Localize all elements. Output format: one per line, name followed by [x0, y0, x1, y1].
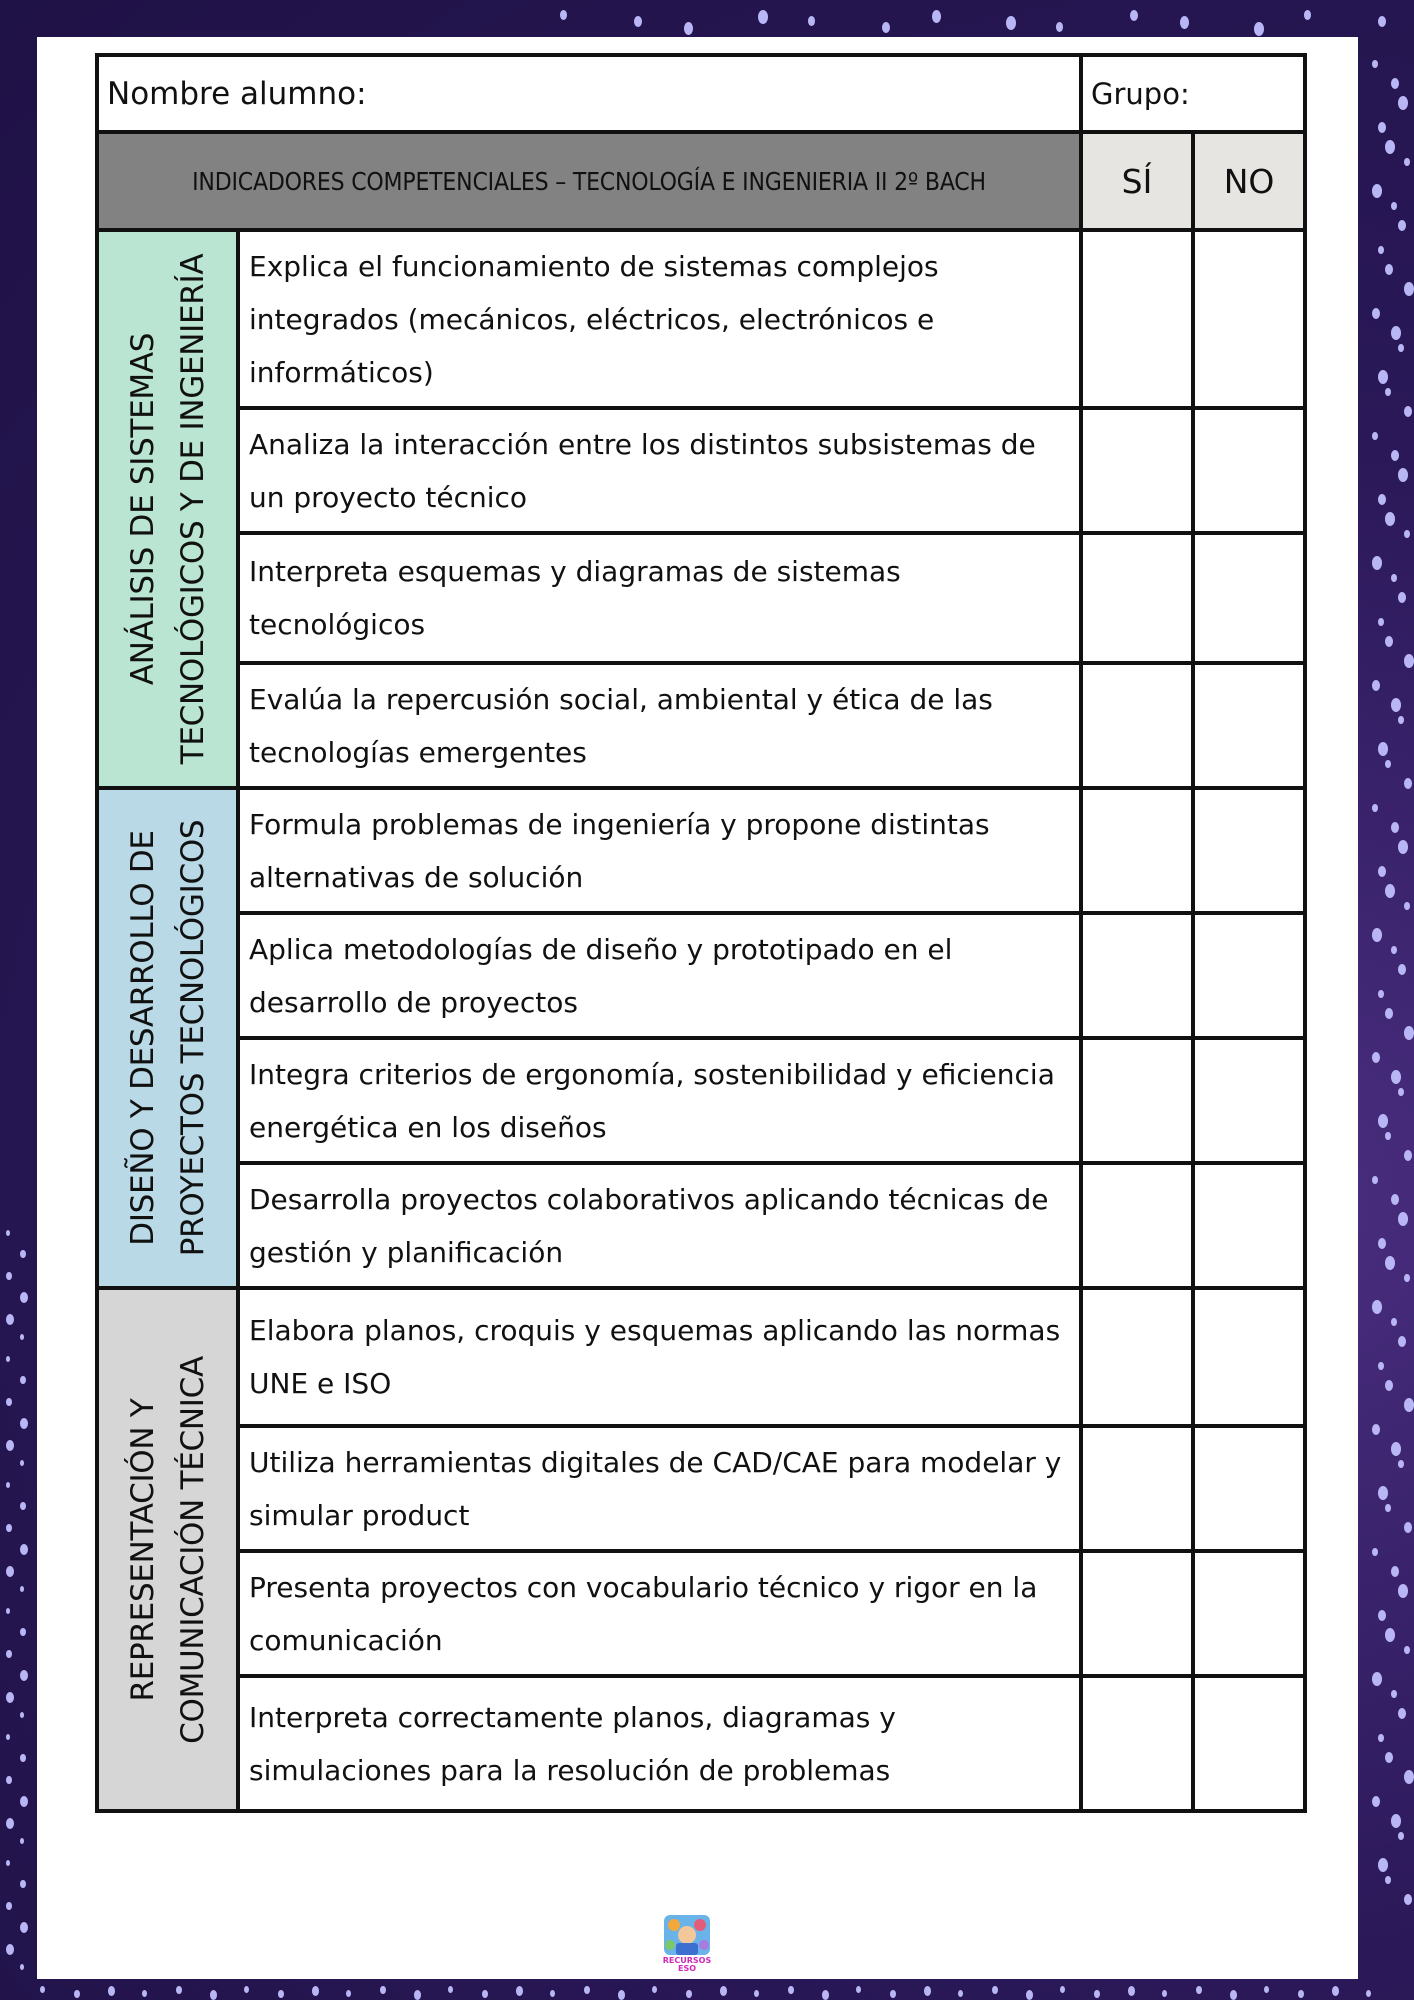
yes-checkbox-cell[interactable] [1081, 788, 1193, 913]
decorative-dot [1404, 1646, 1410, 1654]
decorative-dot [1056, 22, 1063, 32]
decorative-dot [20, 1502, 26, 1510]
decorative-dot [1372, 1796, 1380, 1807]
decorative-dot [1385, 264, 1393, 275]
yes-checkbox-cell[interactable] [1081, 663, 1193, 788]
no-checkbox-cell[interactable] [1193, 1676, 1305, 1811]
category-label [118, 254, 218, 765]
decorative-dot [1385, 512, 1395, 526]
decorative-dot [1378, 1114, 1388, 1128]
group-label: Grupo: [1091, 76, 1190, 111]
decorative-dot [618, 1990, 625, 2000]
indicator-row [97, 913, 1305, 1038]
decorative-dot [20, 1586, 24, 1592]
decorative-dot [1385, 140, 1395, 154]
decorative-dot [1385, 1628, 1395, 1642]
decorative-dot [1378, 618, 1384, 626]
category-cell [97, 788, 238, 1288]
indicator-text: Utiliza herramientas digitales de CAD/CAE para modelar y simular product [238, 1426, 1081, 1551]
decorative-dot [6, 1944, 14, 1955]
indicator-text: Analiza la interacción entre los distintos subsistemas de un proyecto técnico [238, 408, 1081, 533]
decorative-dot [720, 1986, 727, 1996]
decorative-dot [1398, 964, 1406, 975]
decorative-dot [1378, 1858, 1388, 1872]
decorative-dot [1404, 902, 1410, 910]
decorative-dot [20, 1334, 24, 1340]
decorative-dot [882, 22, 890, 33]
yes-checkbox-cell[interactable] [1081, 1163, 1193, 1288]
decorative-dot [20, 1838, 24, 1844]
decorative-dot [822, 1990, 829, 2000]
yes-checkbox-cell[interactable] [1081, 913, 1193, 1038]
decorative-dot [6, 1608, 10, 1614]
decorative-dot [1230, 1990, 1237, 2000]
indicator-row [97, 1038, 1305, 1163]
decorative-dot [1264, 1986, 1269, 1993]
student-row [97, 55, 1305, 132]
recursos-eso-logo [660, 1913, 714, 1975]
decorative-dot [1378, 1610, 1386, 1621]
indicator-row [97, 408, 1305, 533]
indicator-row [97, 1288, 1305, 1426]
decorative-dot [1391, 78, 1399, 89]
no-checkbox-cell[interactable] [1193, 913, 1305, 1038]
decorative-dot [20, 1460, 24, 1466]
decorative-dot [1391, 326, 1401, 340]
decorative-dot [1372, 556, 1382, 570]
category-label-line2: TECNOLÓGICOS Y DE INGENIERÍA [174, 253, 211, 765]
decorative-dot [1391, 1566, 1399, 1577]
student-name-label: Nombre alumno: [107, 75, 367, 112]
decorative-dot [6, 1902, 12, 1910]
decorative-dot [1398, 1088, 1404, 1096]
decorative-dot [1128, 1986, 1135, 1996]
decorative-dot [40, 1986, 45, 1993]
decorative-dot [1372, 804, 1378, 812]
yes-checkbox-cell[interactable] [1081, 1288, 1193, 1426]
decorative-dot [1391, 946, 1397, 954]
yes-checkbox-cell[interactable] [1081, 408, 1193, 533]
decorative-dot [448, 1986, 453, 1993]
decorative-dot [1006, 16, 1016, 30]
decorative-dot [992, 1986, 998, 1994]
decorative-dot [1130, 10, 1138, 21]
decorative-dot [6, 1734, 10, 1740]
decorative-dot [1404, 1894, 1412, 1905]
decorative-dot [6, 1398, 12, 1406]
decorative-dot [788, 1986, 794, 1994]
decorative-dot [1385, 1380, 1393, 1391]
decorative-dot [1372, 1176, 1378, 1184]
no-checkbox-cell[interactable] [1193, 1288, 1305, 1426]
indicator-row [97, 1426, 1305, 1551]
yes-checkbox-cell[interactable] [1081, 230, 1193, 408]
no-checkbox-cell[interactable] [1193, 1038, 1305, 1163]
decorative-dot [1398, 96, 1408, 110]
decorative-dot [1378, 1362, 1384, 1370]
decorative-dot [1391, 1442, 1401, 1456]
no-checkbox-cell[interactable] [1193, 1163, 1305, 1288]
decorative-dot [1398, 716, 1404, 724]
decorative-dot [1196, 1986, 1202, 1994]
decorative-dot [6, 1776, 12, 1784]
indicator-text: Interpreta esquemas y diagramas de sistemas tecnológicos [238, 533, 1081, 663]
decorative-dot [1391, 202, 1397, 210]
decorative-dot [1398, 344, 1404, 352]
decorative-dot [20, 1670, 28, 1681]
decorative-dot [1254, 22, 1264, 36]
decorative-dot [6, 1818, 14, 1829]
decorative-dot [6, 1314, 14, 1325]
decorative-dot [1372, 680, 1380, 691]
yes-checkbox-cell[interactable] [1081, 533, 1193, 663]
logo-text-line1: RECURSOS [662, 1956, 712, 1965]
decorative-dot [20, 1922, 28, 1933]
decorative-dot [1404, 654, 1414, 668]
decorative-dot [1378, 122, 1386, 133]
decorative-dot [1391, 1318, 1397, 1326]
category-label-line1: REPRESENTACIÓN Y [124, 1398, 161, 1701]
decorative-dot [20, 1292, 28, 1303]
decorative-dot [6, 1650, 12, 1658]
indicator-text: Integra criterios de ergonomía, sostenibilidad y eficiencia energética en los diseños [238, 1038, 1081, 1163]
decorative-dot [346, 1990, 351, 1997]
decorative-dot [1404, 406, 1412, 417]
indicator-row [97, 1163, 1305, 1288]
category-label-line1: ANÁLISIS DE SISTEMAS [124, 332, 161, 686]
decorative-dot [20, 1544, 28, 1555]
decorative-dot [1398, 1212, 1408, 1226]
decorative-dot [1372, 928, 1382, 942]
decorative-dot [482, 1990, 488, 1998]
decorative-dot [142, 1990, 147, 1997]
decorative-dot [1385, 760, 1391, 768]
yes-column-header: SÍ [1081, 132, 1193, 230]
decorative-dot [20, 1418, 28, 1429]
decorative-dot [924, 1986, 931, 1996]
yes-checkbox-cell[interactable] [1081, 1676, 1193, 1811]
decorative-dot [1398, 220, 1406, 231]
logo-text-line2: ESO [677, 1964, 697, 1973]
decorative-dot [414, 1990, 421, 2000]
indicator-row [97, 533, 1305, 663]
decorative-dot [1378, 246, 1384, 254]
decorative-dot [1391, 1814, 1401, 1828]
decorative-dot [20, 1376, 26, 1384]
decorative-dot [6, 1524, 12, 1532]
decorative-dot [1398, 1832, 1404, 1840]
decorative-dot [1404, 1026, 1414, 1040]
decorative-dot [686, 1990, 692, 1998]
no-checkbox-cell[interactable] [1193, 408, 1305, 533]
decorative-dot [1398, 1460, 1404, 1468]
competency-table [95, 53, 1307, 1813]
category-label [118, 1356, 218, 1744]
decorative-dot [278, 1990, 284, 1998]
no-checkbox-cell[interactable] [1193, 788, 1305, 913]
decorative-dot [1372, 1300, 1382, 1314]
decorative-dot [1372, 308, 1380, 319]
decorative-dot [312, 1986, 319, 1996]
decorative-dot [1404, 1150, 1412, 1161]
indicator-text: Desarrolla proyectos colaborativos aplicando técnicas de gestión y planificación [238, 1163, 1081, 1288]
decorative-dot [1398, 1708, 1406, 1719]
decorative-dot [1180, 16, 1189, 29]
decorative-dot [1404, 1522, 1412, 1533]
no-column-header: NO [1193, 132, 1305, 230]
decorative-dot [20, 1754, 26, 1762]
decorative-dot [20, 1880, 26, 1888]
indicator-text: Aplica metodologías de diseño y prototipado en el desarrollo de proyectos [238, 913, 1081, 1038]
decorative-dot [1372, 1548, 1378, 1556]
decorative-dot [380, 1986, 386, 1994]
decorative-dot [516, 1986, 523, 1996]
no-checkbox-cell[interactable] [1193, 663, 1305, 788]
decorative-dot [754, 1990, 759, 1997]
decorative-dot [6, 1272, 12, 1280]
decorative-dot [634, 16, 642, 27]
decorative-dot [244, 1986, 249, 1993]
decorative-dot [1332, 1986, 1339, 1996]
decorative-dot [1378, 1486, 1388, 1500]
decorative-dot [560, 10, 567, 20]
yes-checkbox-cell[interactable] [1081, 1551, 1193, 1676]
decorative-dot [1391, 450, 1399, 461]
category-label-line1: DISEÑO Y DESARROLLO DE [124, 830, 161, 1246]
decorative-dot [6, 1230, 10, 1236]
decorative-dot [1398, 592, 1406, 603]
decorative-dot [1385, 884, 1395, 898]
decorative-dot [20, 1250, 26, 1258]
decorative-dot [1398, 1336, 1406, 1347]
decorative-dot [1385, 1504, 1391, 1512]
no-checkbox-cell[interactable] [1193, 1426, 1305, 1551]
decorative-dot [1391, 822, 1399, 833]
decorative-dot [1385, 1256, 1395, 1270]
decorative-dot [808, 16, 815, 26]
decorative-dot [1398, 840, 1408, 854]
decorative-dot [1378, 990, 1384, 998]
decorative-dot [74, 1990, 80, 1998]
decorative-dot [1366, 1990, 1371, 1997]
category-label-line2: PROYECTOS TECNOLÓGICOS [174, 819, 211, 1257]
decorative-dot [6, 1566, 14, 1577]
yes-checkbox-cell[interactable] [1081, 1426, 1193, 1551]
decorative-dot [1060, 1986, 1065, 1993]
decorative-dot [1378, 1238, 1386, 1249]
decorative-dot [1391, 1690, 1397, 1698]
decorative-dot [684, 22, 693, 35]
decorative-dot [1385, 1008, 1393, 1019]
category-cell [97, 230, 238, 788]
decorative-dot [1391, 574, 1397, 582]
decorative-dot [1026, 1990, 1033, 2000]
no-checkbox-cell[interactable] [1193, 533, 1305, 663]
decorative-dot [20, 1964, 24, 1970]
decorative-dot [6, 1440, 14, 1451]
yes-checkbox-cell[interactable] [1081, 1038, 1193, 1163]
decorative-dot [1398, 468, 1408, 482]
indicator-row [97, 1551, 1305, 1676]
indicator-row [97, 663, 1305, 788]
no-checkbox-cell[interactable] [1193, 230, 1305, 408]
indicator-text: Explica el funcionamiento de sistemas complejos integrados (mecánicos, eléctricos, electrónicos e informáticos) [238, 230, 1081, 408]
decorative-dot [584, 1986, 590, 1994]
indicator-text: Evalúa la repercusión social, ambiental y ética de las tecnologías emergentes [238, 663, 1081, 788]
indicator-row [97, 230, 1305, 408]
indicator-text: Elabora planos, croquis y esquemas aplicando las normas UNE e ISO [238, 1288, 1081, 1426]
decorative-dot [1372, 1052, 1380, 1063]
decorative-dot [1398, 1584, 1408, 1598]
category-label [118, 820, 218, 1257]
decorative-dot [20, 1712, 24, 1718]
category-cell [97, 1288, 238, 1811]
group-field[interactable] [1081, 55, 1305, 132]
decorative-dot [1404, 778, 1412, 789]
indicator-text: Interpreta correctamente planos, diagramas y simulaciones para la resolución de problemas [238, 1676, 1081, 1811]
decorative-dot [1378, 742, 1388, 756]
decorative-dot [1385, 636, 1393, 647]
decorative-dot [1162, 1990, 1167, 1997]
decorative-dot [890, 1990, 896, 1998]
decorative-dot [6, 1482, 10, 1488]
no-checkbox-cell[interactable] [1193, 1551, 1305, 1676]
decorative-dot [1404, 282, 1414, 296]
category-label-line2: COMUNICACIÓN TÉCNICA [174, 1355, 211, 1744]
decorative-dot [1404, 158, 1410, 166]
decorative-dot [1378, 866, 1386, 877]
decorative-dot [1404, 1770, 1414, 1784]
worksheet [37, 37, 1358, 1979]
decorative-dot [1385, 1132, 1391, 1140]
decorative-dot [1404, 1274, 1410, 1282]
indicator-row [97, 1676, 1305, 1811]
decorative-dot [1372, 1424, 1380, 1435]
decorative-dot [1385, 1752, 1393, 1763]
decorative-dot [6, 1356, 10, 1362]
decorative-dot [108, 1986, 115, 1996]
decorative-dot [1378, 16, 1386, 27]
decorative-dot [1372, 184, 1382, 198]
decorative-dot [652, 1986, 657, 1993]
decorative-dot [958, 1990, 963, 1997]
student-name-field[interactable] [97, 55, 1081, 132]
decorative-dot [1304, 10, 1311, 20]
indicator-text: Formula problemas de ingeniería y propone distintas alternativas de solución [238, 788, 1081, 913]
decorative-dot [1391, 1070, 1401, 1084]
decorative-dot [932, 10, 941, 23]
decorative-dot [856, 1986, 861, 1993]
decorative-dot [1391, 1194, 1399, 1205]
decorative-dot [1404, 1398, 1414, 1412]
decorative-dot [1385, 1876, 1391, 1884]
decorative-dot [20, 1628, 26, 1636]
decorative-dot [1372, 1672, 1382, 1686]
indicator-text: Presenta proyectos con vocabulario técnico y rigor en la comunicación [238, 1551, 1081, 1676]
decorative-dot [6, 1860, 10, 1866]
decorative-dot [550, 1990, 555, 1997]
decorative-dot [6, 1692, 14, 1703]
decorative-dot [210, 1990, 217, 2000]
decorative-dot [20, 1796, 28, 1807]
decorative-dot [1404, 530, 1410, 538]
decorative-dot [1391, 698, 1401, 712]
indicator-row [97, 788, 1305, 913]
decorative-dot [1378, 1734, 1384, 1742]
decorative-dot [1385, 388, 1391, 396]
table-title: INDICADORES COMPETENCIALES – TECNOLOGÍA E INGENIERIA II 2º BACH [97, 132, 1081, 230]
decorative-dot [1378, 370, 1388, 384]
decorative-dot [1372, 432, 1378, 440]
decorative-dot [176, 1986, 182, 1994]
decorative-dot [1372, 60, 1378, 68]
decorative-dot [758, 10, 768, 24]
decorative-dot [1378, 494, 1386, 505]
title-row [97, 132, 1305, 230]
decorative-dot [1094, 1990, 1100, 1998]
decorative-dot [1298, 1990, 1304, 1998]
